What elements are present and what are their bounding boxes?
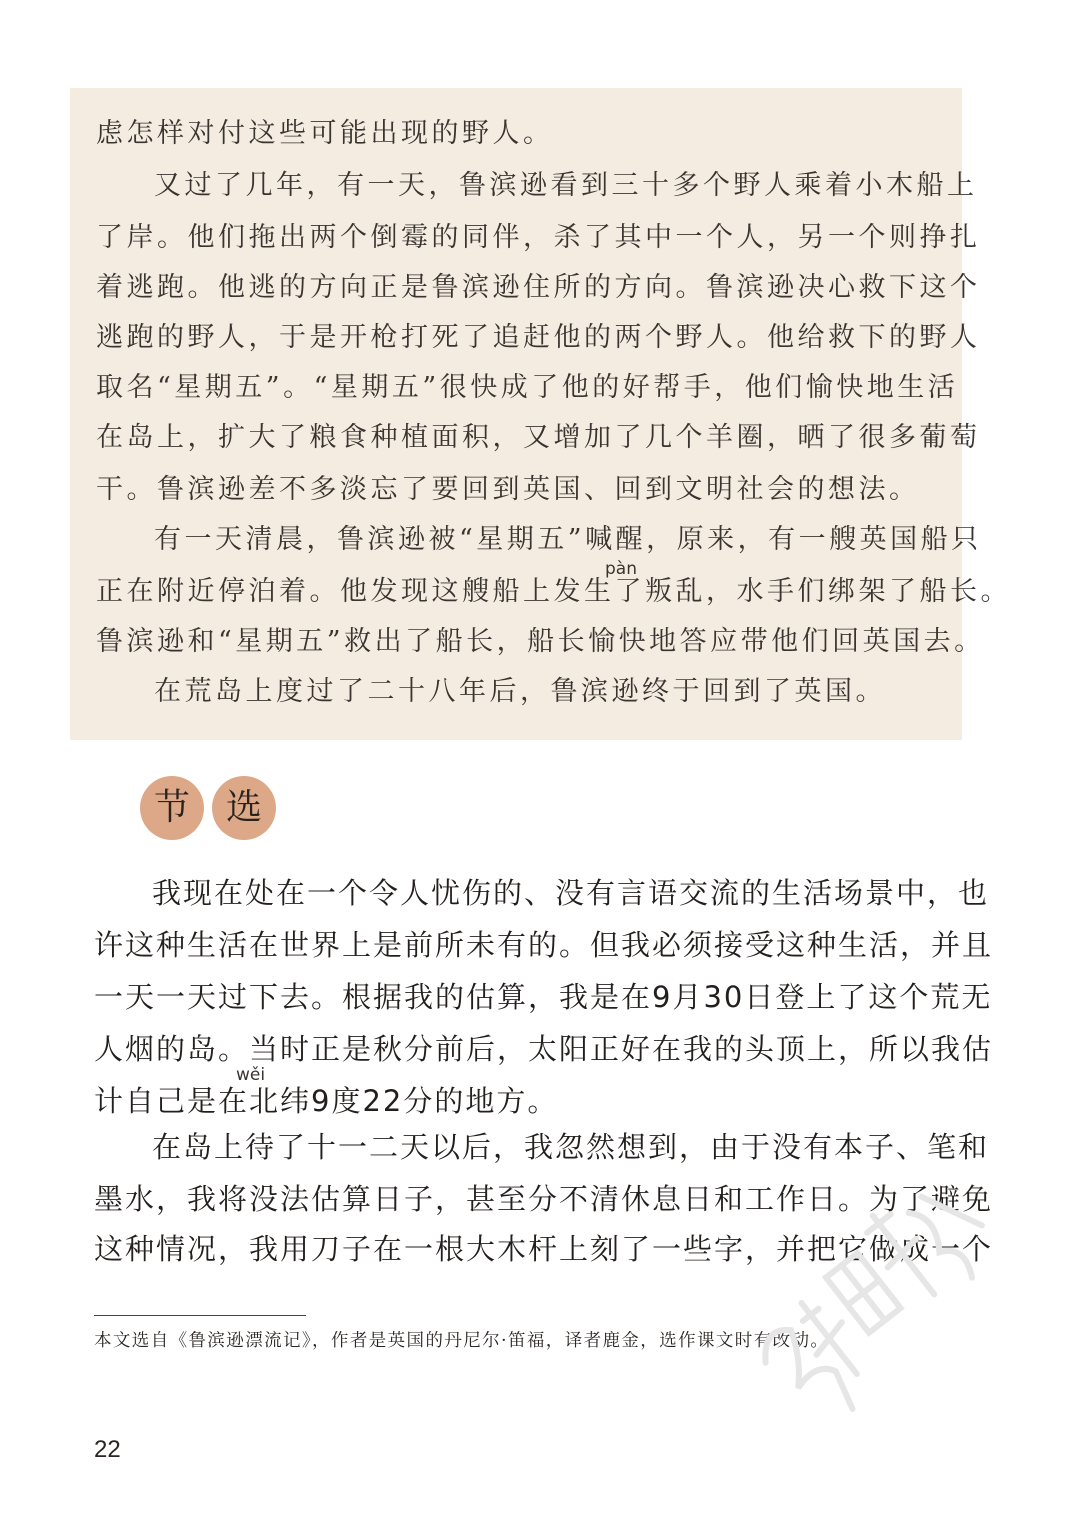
- pinyin-annotation-pan: pàn: [605, 559, 637, 579]
- summary-line: 在荒岛上度过了二十八年后，鲁滨逊终于回到了英国。: [154, 676, 886, 707]
- body-line: 我现在处在一个令人忧伤的、没有言语交流的生活场景中，也: [152, 876, 990, 910]
- page-number: 22: [94, 1436, 121, 1463]
- summary-line: 有一天清晨，鲁滨逊被“星期五”喊醒，原来，有一艘英国船只: [154, 524, 982, 555]
- body-line: 一天一天过下去。根据我的估算，我是在9月30日登上了这个荒无: [94, 980, 993, 1014]
- body-line: 人烟的岛。当时正是秋分前后，太阳正好在我的头顶上，所以我估: [94, 1032, 994, 1066]
- summary-line: 鲁滨逊和“星期五”救出了船长，船长愉快地答应带他们回英国去。: [96, 626, 985, 657]
- section-badge-xuan: 选: [212, 776, 276, 840]
- summary-line: 干。鲁滨逊差不多淡忘了要回到英国、回到文明社会的想法。: [96, 474, 920, 505]
- summary-line: 在岛上，扩大了粮食种植面积，又增加了几个羊圈，晒了很多葡萄: [96, 422, 981, 453]
- body-line: 这种情况，我用刀子在一根大木杆上刻了一些字，并把它做成一个: [94, 1232, 994, 1266]
- summary-line: 取名“星期五”。“星期五”很快成了他的好帮手，他们愉快地生活: [96, 372, 959, 403]
- body-line: 许这种生活在世界上是前所未有的。但我必须接受这种生活，并且: [94, 928, 994, 962]
- body-line: 在岛上待了十一二天以后，我忽然想到，由于没有本子、笔和: [152, 1130, 990, 1164]
- summary-line: 着逃跑。他逃的方向正是鲁滨逊住所的方向。鲁滨逊决心救下这个: [96, 272, 981, 303]
- summary-line: 正在附近停泊着。他发现这艘船上发生了叛乱，水手们绑架了船长。: [96, 576, 1011, 607]
- summary-line: 逃跑的野人，于是开枪打死了追赶他的两个野人。他给救下的野人: [96, 322, 981, 353]
- pinyin-annotation-wei: wěi: [236, 1065, 266, 1085]
- summary-line: 又过了几年，有一天，鲁滨逊看到三十多个野人乘着小木船上: [154, 170, 978, 201]
- body-line: 墨水，我将没法估算日子，甚至分不清休息日和工作日。为了避免: [94, 1182, 994, 1216]
- footnote-rule: [94, 1315, 306, 1316]
- section-badge-jie: 节: [140, 776, 204, 840]
- summary-line: 了岸。他们拖出两个倒霉的同伴，杀了其中一个人，另一个则挣扎: [96, 222, 981, 253]
- summary-line: 虑怎样对付这些可能出现的野人。: [96, 118, 554, 149]
- body-line: 计自己是在北纬9度22分的地方。: [94, 1084, 559, 1118]
- footnote: 本文选自《鲁滨逊漂流记》，作者是英国的丹尼尔·笛福，译者鹿金，选作课文时有改动。: [94, 1331, 830, 1351]
